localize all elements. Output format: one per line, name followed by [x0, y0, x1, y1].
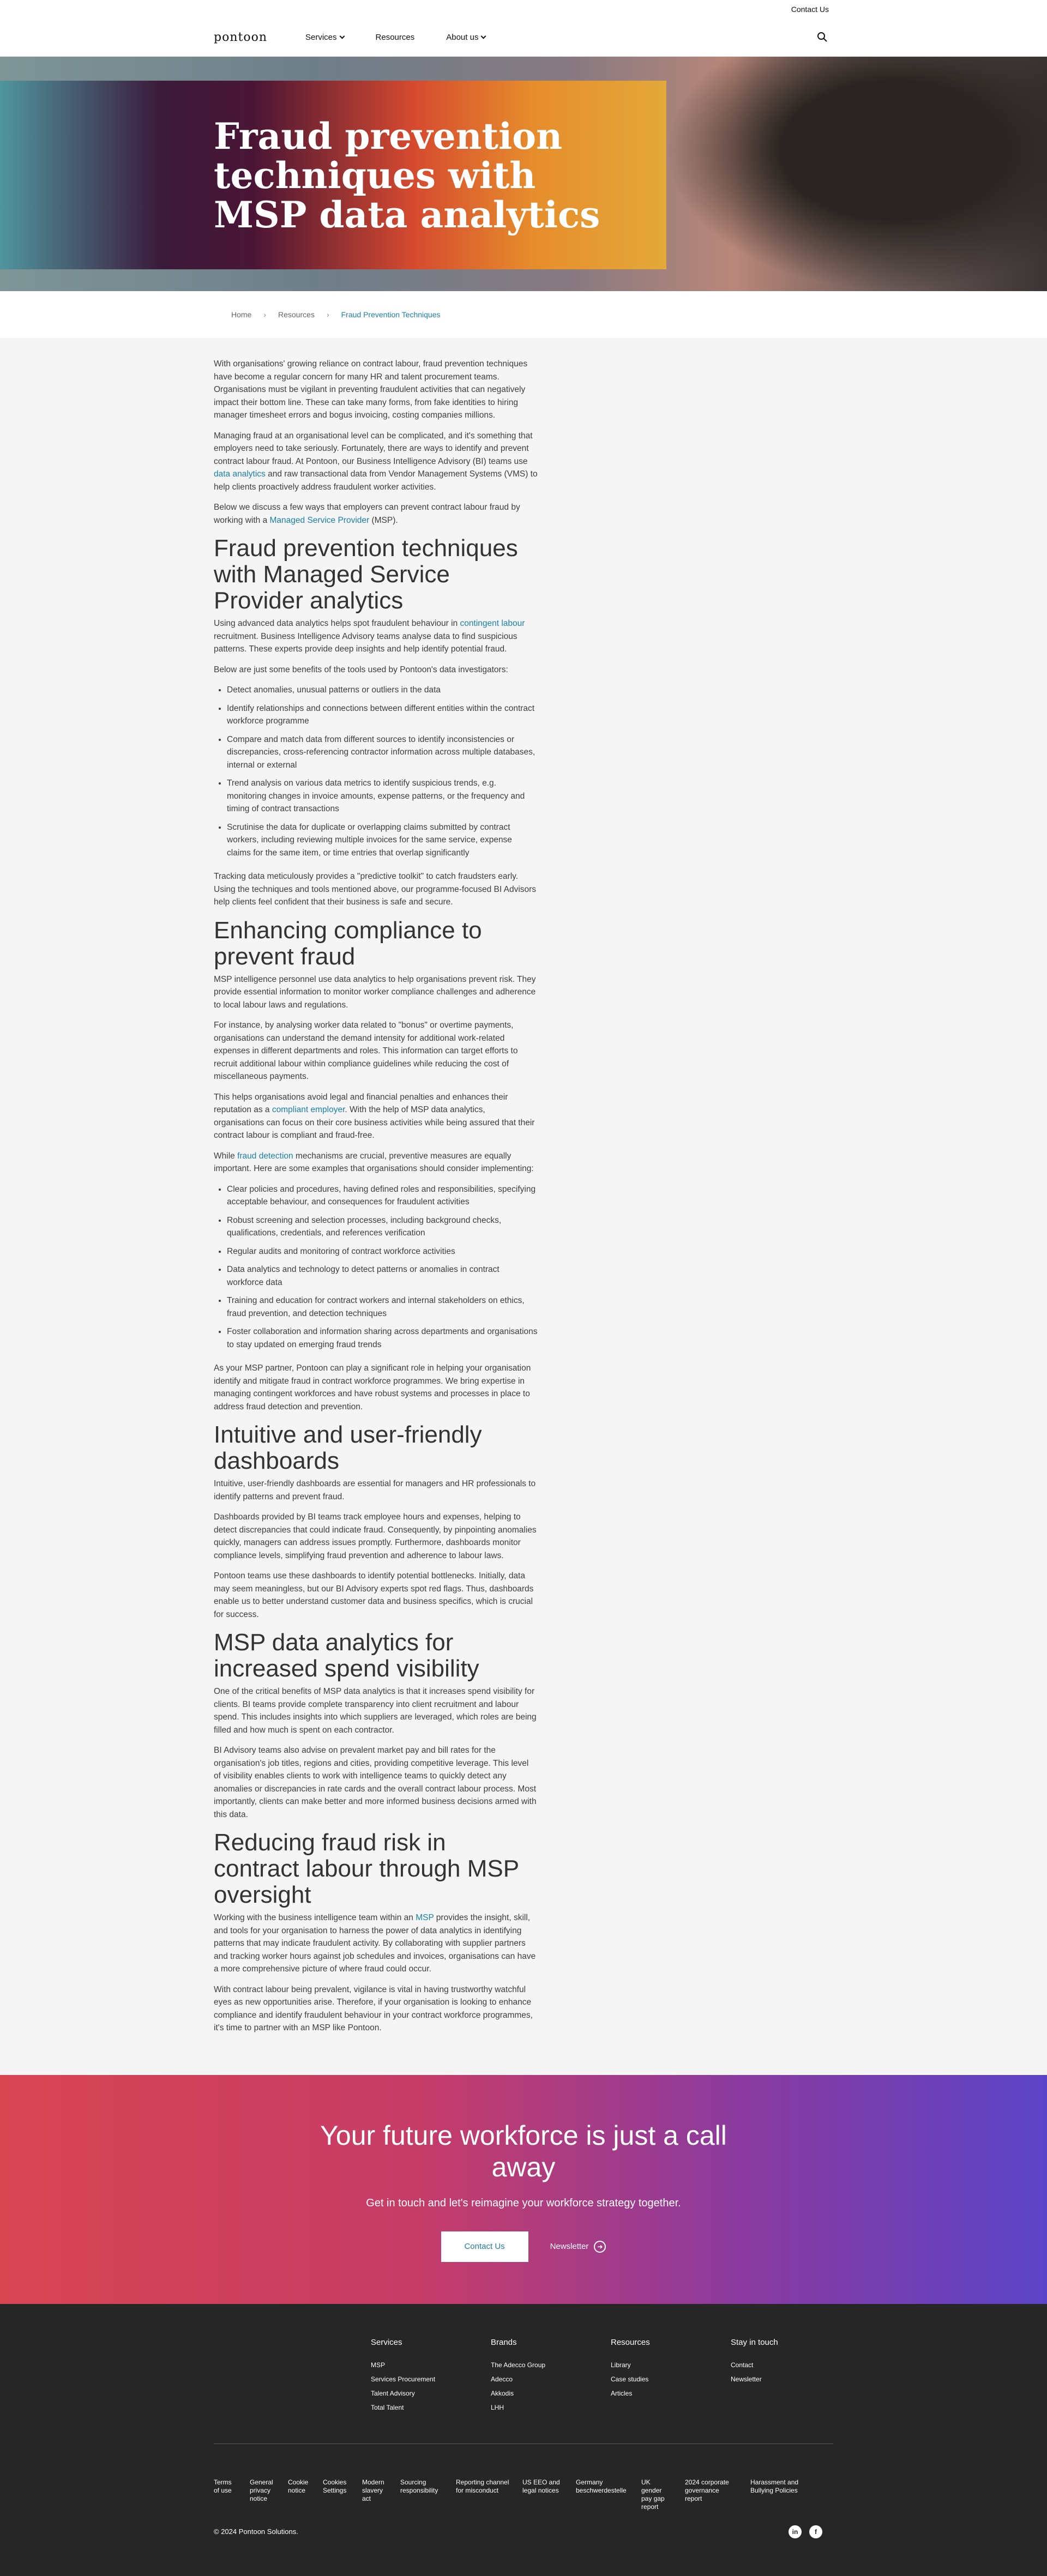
chevron-down-icon [339, 34, 345, 39]
search-icon[interactable] [817, 32, 828, 43]
cta-buttons [0, 2231, 1047, 2262]
footer-column-title: Services [371, 2337, 402, 2347]
paragraph: This helps organisations avoid legal and financial penalties and enhances their reputation as a compliant employer. With the help of MSP data analytics, organisations can focus on their core business activities while being assured that their contract labour is compliant and fraud-free. [214, 1092, 535, 1140]
paragraph: While fraud detection mechanisms are crucial, preventive measures are equally important. Here are some examples that organisations should consider implementing: [214, 1151, 534, 1173]
paragraph: MSP intelligence personnel use data analytics to help organisations prevent risk. They provide essential information to monitor worker compliance challenges and adherence to local labour laws and regulations. [214, 974, 536, 1010]
paragraph: Below are just some benefits of the tools used by Pontoon's data investigators: [214, 665, 508, 674]
nav-item-resources[interactable] [376, 33, 415, 42]
footer-link[interactable]: Total Talent [371, 2403, 404, 2411]
legal-link[interactable]: 2024 corporate governance report [685, 2478, 729, 2502]
site-footer [0, 2304, 1047, 2576]
list-item: • Scrutinise the data for duplicate or overlapping claims submitted by contract workers, including reviewing multiple invoices for the same service, expense claims for the same item, or time entries that overlap significantly [227, 821, 538, 860]
footer-link[interactable]: Talent Advisory [371, 2389, 415, 2397]
main-nav [0, 19, 1047, 57]
breadcrumb-current: Fraud Prevention Techniques [341, 310, 441, 319]
list-item: • Identify relationships and connections between different entities within the contract workforce programme [227, 702, 538, 728]
footer-link[interactable]: Newsletter [731, 2375, 762, 2383]
paragraph: For instance, by analysing worker data related to "bonus" or overtime payments, organisations can understand the demand intensity for additional work-related expenses in different departments and roles. This information can target efforts to recruit additional labour within compliance guidelines while reducing the cost of miscellaneous payments. [214, 1021, 518, 1081]
footer-columns [371, 2338, 851, 2415]
benefits-list [227, 684, 538, 859]
footer-link[interactable]: Adecco [491, 2375, 513, 2383]
footer-column-stay-in-touch [731, 2338, 851, 2415]
legal-link[interactable]: Sourcing responsibility [400, 2478, 438, 2494]
paragraph: With organisations' growing reliance on contract labour, fraud prevention techniques have become a regular concern for many HR and talent procurement teams. Organisations must be vigilant in preventing fraudulent activities that can negatively impact their bottom line. These can take many forms, from fake identities to hiring manager timesheet errors and bogus invoicing, costing companies millions. [214, 359, 528, 420]
legal-links [214, 2478, 816, 2511]
footer-link[interactable]: MSP [371, 2361, 386, 2369]
paragraph: Tracking data meticulously provides a "predictive toolkit" to catch fraudsters early. Using the techniques and tools mentioned above, our programme-focused BI Advisors help clients feel confident that their business is safe and secure. [214, 872, 537, 907]
footer-link[interactable]: Akkodis [491, 2389, 514, 2397]
paragraph: Managing fraud at an organisational level can be complicated, and it's something that employers need to take seriously. Fortunately, there are ways to identify and prevent contract labour fraud. At Pontoon, our Business Intelligence Advisory (BI) teams use data analytics and raw transactional data from Vendor Management Systems (VMS) to help clients proactively address fraudulent worker activities. [214, 431, 538, 492]
paragraph: Working with the business intelligence team within an MSP provides the insight, skill, and tools for your organisation to harness the power of data analytics in identifying patterns that may indicate fraudulent activity. By collaborating with supplier partners and tracking worker hours against job schedules and invoices, organisations can have a more comprehensive picture of where fraud could occur. [214, 1913, 536, 1974]
footer-column-brands [491, 2338, 611, 2415]
nav-item-services[interactable] [305, 33, 344, 42]
prevention-list [227, 1183, 538, 1352]
contact-us-link[interactable]: Contact Us [791, 5, 829, 14]
msp-link[interactable]: Managed Service Provider [269, 515, 370, 525]
newsletter-button[interactable] [550, 2241, 606, 2253]
facebook-icon[interactable]: f [809, 2525, 822, 2538]
footer-link[interactable]: Articles [611, 2389, 633, 2397]
legal-link[interactable]: US EEO and legal notices [522, 2478, 560, 2494]
paragraph: One of the critical benefits of MSP data analytics is that it increases spend visibility for clients. BI teams provide complete transparency into client recruitment and labour spend. This includes insights into which suppliers are leveraged, which roles are being filled and how much is spent on each contractor. [214, 1687, 537, 1735]
contingent-labour-link[interactable]: contingent labour [460, 619, 525, 628]
list-item: • Robust screening and selection processes, including background checks, qualifications, credentials, and references verification [227, 1214, 538, 1240]
list-item: • Foster collaboration and information sharing across departments and organisations to stay updated on emerging fraud trends [227, 1325, 538, 1351]
footer-link[interactable]: Case studies [611, 2375, 649, 2383]
cta-title: Your future workforce is just a call away [320, 2120, 727, 2182]
footer-link[interactable]: Library [611, 2361, 631, 2369]
legal-link[interactable]: Harassment and Bullying Policies [750, 2478, 799, 2494]
footer-column-title: Resources [611, 2337, 650, 2347]
footer-column-title: Brands [491, 2337, 517, 2347]
cta-banner [0, 2075, 1047, 2304]
section-heading: Intuitive and user-friendly dashboards [214, 1421, 482, 1474]
legal-link[interactable]: Germany beschwerdestelle [576, 2478, 627, 2494]
legal-link[interactable]: Reporting channel for misconduct [456, 2478, 509, 2494]
list-item: • Compare and match data from different sources to identify inconsistencies or discrepancies, cross-referencing contractor information across multiple databases, internal or external [227, 733, 538, 772]
footer-column-services [371, 2338, 491, 2415]
footer-link[interactable]: The Adecco Group [491, 2361, 546, 2369]
arrow-right-icon: ➜ [594, 2241, 606, 2253]
section-heading: MSP data analytics for increased spend visibility [214, 1629, 479, 1682]
paragraph: Intuitive, user-friendly dashboards are essential for managers and HR professionals to identify patterns and prevent fraud. [214, 1479, 536, 1501]
fraud-detection-link[interactable]: fraud detection [237, 1151, 293, 1161]
cta-subtitle: Get in touch and let's reimagine your workforce strategy together. [366, 2197, 681, 2209]
nav-item-label: Resources [375, 33, 415, 42]
paragraph: Using advanced data analytics helps spot fraudulent behaviour in contingent labour recruitment. Business Intelligence Advisory teams analyse data to find suspicious patterns. These experts provide deep insights and help identify potential fraud. [214, 619, 525, 654]
legal-link[interactable]: Cookie notice [288, 2478, 309, 2494]
social-links [789, 2525, 822, 2538]
footer-link[interactable]: Contact [731, 2361, 754, 2369]
legal-link[interactable]: General privacy notice [250, 2478, 273, 2502]
newsletter-label: Newsletter [550, 2242, 589, 2251]
hero-banner [0, 57, 1047, 291]
list-item: • Clear policies and procedures, having defined roles and responsibilities, specifying acceptable behaviour, and consequences for fraudulent activities [227, 1183, 538, 1209]
pontoon-logo[interactable]: pontoon [214, 31, 267, 44]
paragraph: As your MSP partner, Pontoon can play a significant role in helping your organisation identify and mitigate fraud in contract workforce programmes. We bring expertise in managing contingent workforces and have robust systems and processes in place to address fraud detection and prevention. [214, 1364, 531, 1411]
contact-us-button[interactable]: Contact Us [441, 2231, 528, 2262]
section-heading: Enhancing compliance to prevent fraud [214, 916, 482, 970]
paragraph: BI Advisory teams also advise on prevalent market pay and bill rates for the organisation's job titles, regions and cities, providing competitive leverage. This level of visibility enables clients to work with intelligence teams to quickly detect any anomalies or discrepancies in rate cards and the overall contract labour process. Most importantly, clients can make better and more informed business decisions armed with this data. [214, 1746, 537, 1819]
utility-bar [0, 0, 1047, 19]
paragraph: With contract labour being prevalent, vigilance is vital in having trustworthy watchful eyes as new opportunities arise. Therefore, if your organisation is looking to enhance compliance and identify fraudulent behaviour in your contract workforce programmes, it's time to partner with an MSP like Pontoon. [214, 1984, 533, 2032]
nav-item-label: About us [446, 33, 479, 42]
copyright: © 2024 Pontoon Solutions. [214, 2527, 298, 2536]
list-item: • Data analytics and technology to detect patterns or anomalies in contract workforce data [227, 1263, 538, 1289]
list-item: • Training and education for contract workers and internal stakeholders on ethics, fraud prevention, and detection techniques [227, 1294, 538, 1320]
legal-link[interactable]: Cookies Settings [323, 2478, 347, 2494]
breadcrumb [0, 291, 1047, 338]
chevron-right-icon: › [326, 310, 329, 319]
linkedin-icon[interactable]: in [789, 2525, 802, 2538]
footer-column-title: Stay in touch [731, 2337, 778, 2347]
paragraph: Dashboards provided by BI teams track employee hours and expenses, helping to detect discrepancies that could indicate fraud. Consequently, by pinpointing anomalies quickly, managers can address issues promptly. Furthermore, dashboards monitor compliance levels, simplifying fraud prevention and adherence to labour laws. [214, 1512, 537, 1560]
compliant-employer-link[interactable]: compliant employer [272, 1105, 345, 1114]
nav-item-about[interactable] [446, 33, 485, 42]
page-title: Fraud prevention techniques with MSP data analytics [214, 115, 600, 236]
breadcrumb-resources[interactable]: Resources [278, 310, 315, 319]
legal-link[interactable]: Terms of use [214, 2478, 232, 2494]
section-heading: Reducing fraud risk in contract labour through MSP oversight [214, 1829, 519, 1908]
legal-link[interactable]: Modern slavery act [362, 2478, 384, 2502]
list-item: • Trend analysis on various data metrics to identify suspicious trends, e.g. monitoring changes in invoice amounts, expense patterns, or the frequency and timing of contract transactions [227, 777, 538, 816]
section-heading: Fraud prevention techniques with Managed Service Provider analytics [214, 535, 518, 614]
msp-link[interactable]: MSP [416, 1913, 434, 1922]
legal-link[interactable]: UK gender pay gap report [641, 2478, 665, 2511]
nav-item-label: Services [305, 33, 337, 42]
chevron-right-icon: › [263, 310, 267, 319]
breadcrumb-home[interactable]: Home [231, 310, 252, 319]
data-analytics-link[interactable]: data analytics [214, 469, 266, 479]
footer-link[interactable]: LHH [491, 2403, 504, 2411]
chevron-down-icon [481, 34, 486, 39]
article-body [0, 338, 1047, 2075]
nav-links [305, 33, 485, 42]
footer-column-resources [611, 2338, 731, 2415]
paragraph: Below we discuss a few ways that employers can prevent contract labour fraud by working with a Managed Service Provider (MSP). [214, 503, 520, 525]
hero-photo [665, 57, 1047, 291]
footer-link[interactable]: Services Procurement [371, 2375, 436, 2383]
paragraph: Pontoon teams use these dashboards to identify potential bottlenecks. Initially, data may seem meaningless, but our BI Advisory experts spot red flags. Thus, dashboards enable us to better understand customer data and business specifics, which is crucial for success. [214, 1571, 534, 1619]
list-item: • Regular audits and monitoring of contract workforce activities [227, 1245, 538, 1258]
list-item: • Detect anomalies, unusual patterns or outliers in the data [227, 684, 538, 697]
